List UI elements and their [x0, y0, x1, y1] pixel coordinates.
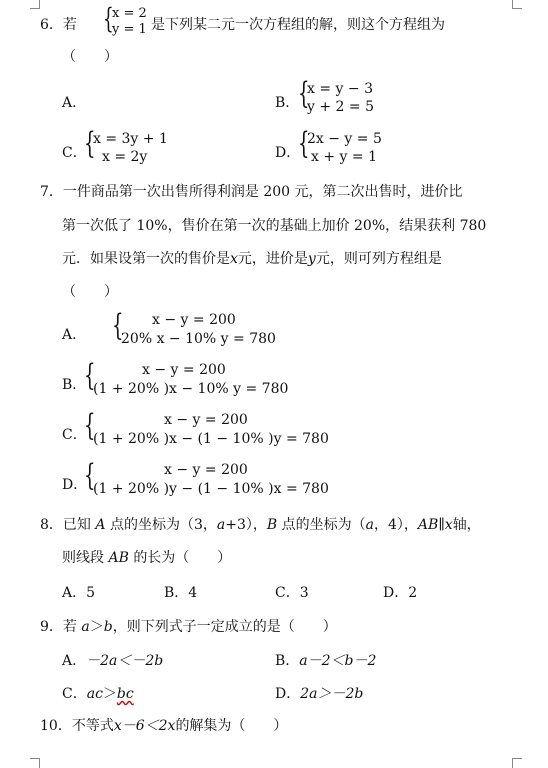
q8-point-b: B [266, 517, 278, 533]
q7-c-eq2: (1 + 20% )x − (1 − 10% )y = 780 [93, 431, 329, 447]
q9-var-b: b [103, 619, 113, 635]
q6-given-system [103, 2, 151, 38]
q9-option-b [275, 650, 376, 670]
q6-c-eq2: x = 2y [102, 149, 148, 165]
option-value: 2 [408, 585, 418, 601]
brace: { [103, 2, 114, 35]
q8-text: 的长为（ ） [133, 550, 232, 566]
option-value: 3 [299, 585, 309, 601]
option-value-spellcheck: bc [116, 686, 134, 702]
q6-option-d-system [298, 126, 398, 166]
option-label: A． [62, 653, 87, 669]
q8-line-2 [62, 547, 231, 567]
q9-gt: ＞ [89, 619, 104, 635]
option-label: D． [383, 585, 409, 601]
q7-b-eq2: (1 + 20% )x − 10% y = 780 [93, 381, 289, 397]
q6-option-b-system [298, 76, 398, 116]
option-value: ac [86, 686, 103, 702]
q7-c-eq1: x − y = 200 [164, 412, 248, 428]
brace: { [298, 76, 310, 111]
q6-option-d-label: D． [275, 145, 301, 161]
q8-option-b [164, 582, 197, 602]
brace: { [84, 126, 96, 161]
q7-l3-post: 元，则可列方程组是 [315, 251, 442, 267]
option-value: a－2＜b－2 [299, 653, 377, 669]
q6-option-c-label: C． [62, 145, 87, 161]
q7-answer-paren: （ ） [62, 284, 118, 300]
q6-d-eq2: x + y = 1 [311, 149, 377, 165]
option-label: A． [62, 585, 87, 601]
q7-a-eq2: 20% x − 10% y = 780 [121, 331, 276, 347]
q8-option-a [62, 582, 95, 602]
q7-line-3 [62, 248, 442, 268]
crop-mark-bottom-left [30, 758, 40, 768]
q8-text: 点的坐标为（3， [109, 517, 217, 533]
q8-point-a: A [95, 517, 106, 533]
q8-option-c [275, 582, 309, 602]
q8-var-a: a [365, 517, 374, 533]
q8-text: 轴， [452, 517, 481, 533]
q6-given-eq1: x = 2 [112, 6, 147, 21]
q9-var-a: a [81, 619, 90, 635]
q8-var-a: a [216, 517, 226, 533]
option-value: 4 [188, 585, 198, 601]
q6-b-eq1: x = y − 3 [307, 81, 373, 97]
q9-stem [40, 616, 337, 636]
q6-given-eq2: y = 1 [112, 22, 147, 37]
q7-option-b-system [84, 358, 304, 398]
q10-text: 的解集为（ ） [175, 718, 288, 734]
q8-text: 点的坐标为（ [281, 517, 366, 533]
brace: { [112, 308, 124, 343]
q9-text: ，则下列式子一定成立的是（ ） [112, 619, 337, 635]
q7-d-eq1: x − y = 200 [164, 462, 248, 478]
q9-text: 9．若 [40, 619, 77, 635]
q8-option-d [383, 582, 417, 602]
q7-l3-mid: 元，进价是 [237, 251, 308, 267]
q6-c-eq1: x = 3y + 1 [93, 131, 168, 147]
q6-number: 6．若 [40, 17, 77, 33]
q8-text: +3）， [225, 517, 267, 533]
q7-b-eq1: x − y = 200 [142, 362, 226, 378]
q7-var-y: y [307, 251, 316, 267]
q7-option-b-label: B． [62, 377, 87, 393]
q7-line-1: 7．一件商品第一次出售所得利润是 200 元，第二次出售时，进价比 [40, 184, 463, 200]
q10-text: 10．不等式 [40, 718, 114, 734]
q6-b-eq2: y + 2 = 5 [307, 99, 374, 115]
q10-inequality: x－6＜2x [113, 718, 176, 734]
crop-mark-bottom-right [512, 758, 522, 768]
option-label: B． [275, 653, 300, 669]
q7-l3-pre: 元．如果设第一次的售价是 [62, 251, 230, 267]
q6-d-eq1: 2x − y = 5 [307, 131, 382, 147]
q7-option-a-system [112, 308, 292, 348]
q8-segment-ab: AB [108, 550, 129, 566]
option-label: B． [164, 585, 189, 601]
q9-option-a [62, 650, 163, 670]
q7-option-a-label: A． [62, 327, 87, 343]
q7-line-2: 第一次低了 10%，售价在第一次的基础上加价 20%，结果获利 780 [62, 218, 487, 234]
option-label: C． [275, 585, 300, 601]
q9-option-c [62, 683, 134, 703]
brace: { [298, 126, 310, 161]
option-value: 2a＞－2b [300, 686, 364, 702]
option-value: 5 [86, 585, 96, 601]
q7-option-c-system [84, 408, 344, 448]
option-value: －2a＜－2b [86, 653, 164, 669]
q8-text: 则线段 [62, 550, 104, 566]
q6-option-c-system [84, 126, 184, 166]
option-operator: ＞ [102, 686, 117, 702]
q8-line-1 [40, 514, 481, 534]
q7-option-c-label: C． [62, 427, 87, 443]
q8-parallel-symbol: ∥ [438, 517, 445, 533]
crop-mark-top-right [512, 0, 522, 9]
q8-text: ，4）， [373, 517, 418, 533]
option-label: D． [275, 686, 301, 702]
q7-option-d-system [84, 458, 344, 498]
q6-option-a-label: A． [62, 95, 87, 111]
q6-stem: 是下列某二元一次方程组的解，则这个方程组为 [151, 17, 445, 33]
q6-option-b-label: B． [275, 95, 300, 111]
brace: { [84, 358, 96, 393]
q7-a-eq1: x − y = 200 [152, 312, 236, 328]
q8-segment-ab: AB [417, 517, 439, 533]
q10-stem [40, 715, 287, 735]
q7-var-x: x [230, 251, 238, 267]
q8-var-x: x [444, 517, 453, 533]
crop-mark-top-left [30, 0, 40, 9]
q7-d-eq2: (1 + 20% )y − (1 − 10% )x = 780 [93, 481, 329, 497]
q8-text: 8．已知 [40, 517, 91, 533]
q9-option-d [275, 683, 363, 703]
option-label: C． [62, 686, 87, 702]
brace: { [84, 408, 96, 443]
brace: { [84, 458, 96, 493]
q6-answer-paren: （ ） [62, 49, 118, 65]
q7-option-d-label: D． [62, 477, 88, 493]
